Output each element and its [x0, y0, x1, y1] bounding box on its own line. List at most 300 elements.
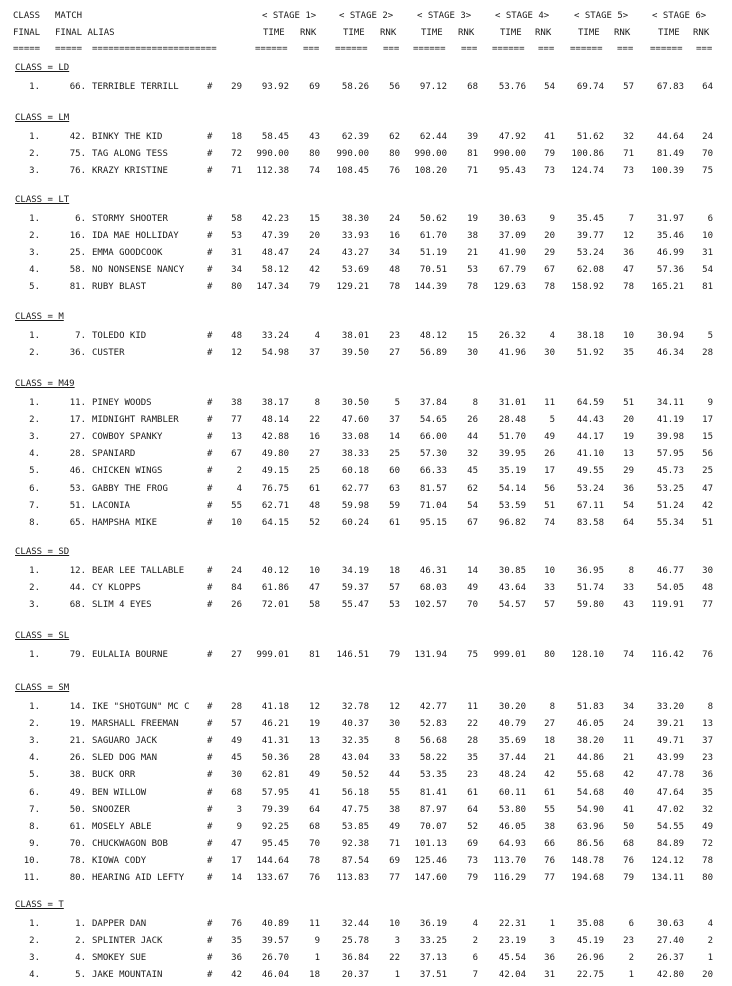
shooter-number: 31	[231, 248, 242, 258]
stage-1-time: 40.89	[261, 919, 289, 929]
stage-4-sep-time: ======	[492, 44, 525, 54]
stage-2-rank: 27	[389, 348, 400, 358]
stage-4-rank: 4	[549, 331, 555, 341]
stage-1-time: 58.45	[261, 132, 289, 142]
stage-2-rank: 79	[389, 650, 400, 660]
stage-5-rank: 43	[623, 600, 634, 610]
stage-1-rank: 37	[309, 348, 320, 358]
stage-5-rank: 1	[628, 970, 634, 980]
stage-1-time: 41.18	[261, 702, 289, 712]
match-place: 6.	[75, 214, 86, 224]
header-sep-3: =======================	[92, 44, 217, 54]
stage-6-rank: 77	[702, 600, 713, 610]
match-place: 58.	[69, 265, 86, 275]
stage-4-time: 39.95	[498, 449, 526, 459]
stage-4-time: 999.01	[493, 650, 526, 660]
stage-4-time: 30.85	[498, 566, 526, 576]
shooter-alias: IDA MAE HOLLIDAY	[92, 231, 179, 241]
shooter-number: 38	[231, 398, 242, 408]
shooter-number: 12	[231, 348, 242, 358]
number-sign: #	[207, 501, 213, 511]
stage-1-time: 112.38	[256, 166, 289, 176]
shooter-alias: SMOKEY SUE	[92, 953, 147, 963]
match-place: 27.	[69, 432, 86, 442]
stage-6-rank: 64	[702, 82, 713, 92]
stage-3-rank: 21	[467, 248, 478, 258]
stage-2-time: 32.35	[341, 736, 369, 746]
header-class: CLASS	[13, 11, 41, 21]
stage-6-time: 124.12	[651, 856, 684, 866]
match-place: 4.	[75, 953, 86, 963]
stage-6-rank: 15	[702, 432, 713, 442]
shooter-number: 55	[231, 501, 242, 511]
class-title: CLASS = LD	[15, 63, 70, 73]
stage-1-time: 38.17	[261, 398, 289, 408]
stage-5-time: 124.74	[571, 166, 604, 176]
stage-1-time: 40.12	[261, 566, 289, 576]
stage-4-rank: 10	[544, 566, 555, 576]
stage-6-rank: 81	[702, 282, 713, 292]
stage-4-rank: 31	[544, 970, 555, 980]
stage-5-time: 63.96	[576, 822, 604, 832]
number-sign: #	[207, 919, 213, 929]
final-place: 1.	[29, 331, 40, 341]
number-sign: #	[207, 719, 213, 729]
stage-5-time: 39.77	[576, 231, 604, 241]
shooter-alias: HAMPSHA MIKE	[92, 518, 158, 528]
stage-5-time: 51.92	[576, 348, 604, 358]
stage-5-rank: 24	[623, 719, 634, 729]
stage-2-time: 47.75	[341, 805, 369, 815]
match-place: 17.	[69, 415, 86, 425]
stage-3-rank: 62	[467, 484, 478, 494]
stage-3-time: 48.12	[419, 331, 447, 341]
shooter-alias: SAGUARO JACK	[92, 736, 158, 746]
match-place: 81.	[69, 282, 86, 292]
stage-1-rank: 69	[309, 82, 320, 92]
stage-5-rank: 57	[623, 82, 634, 92]
stage-4-rank: 77	[544, 873, 555, 883]
number-sign: #	[207, 214, 213, 224]
stage-2-rank: 10	[389, 919, 400, 929]
stage-6-rank: 47	[702, 484, 713, 494]
final-place: 1.	[29, 398, 40, 408]
stage-5-rank: 34	[623, 702, 634, 712]
final-place: 4.	[29, 449, 40, 459]
stage-2-rank: 1	[394, 970, 400, 980]
shooter-alias: TERRIBLE TERRILL	[92, 82, 179, 92]
shooter-alias: CHUCKWAGON BOB	[92, 839, 168, 849]
number-sign: #	[207, 873, 213, 883]
stage-2-rank: 38	[389, 805, 400, 815]
number-sign: #	[207, 805, 213, 815]
stage-1-rank: 64	[309, 805, 320, 815]
stage-2-time: 60.18	[341, 466, 369, 476]
stage-1-rank: 9	[314, 936, 320, 946]
stage-4-rank: 26	[544, 449, 555, 459]
stage-3-rank: 70	[467, 600, 478, 610]
stage-5-time: 46.05	[576, 719, 604, 729]
stage-1-time: 54.98	[261, 348, 289, 358]
shooter-alias: JAKE MOUNTAIN	[92, 970, 163, 980]
shooter-alias: BEN WILLOW	[92, 788, 147, 798]
stage-6-rank: 2	[707, 936, 713, 946]
match-place: 80.	[69, 873, 86, 883]
header-sep-2: =====	[55, 44, 83, 54]
shooter-alias: SNOOZER	[92, 805, 130, 815]
stage-5-time: 45.19	[576, 936, 604, 946]
stage-6-time: 26.37	[656, 953, 684, 963]
final-place: 6.	[29, 788, 40, 798]
match-place: 50.	[69, 805, 86, 815]
stage-1-time: 41.31	[261, 736, 289, 746]
shooter-number: 58	[231, 214, 242, 224]
stage-1-rank: 10	[309, 566, 320, 576]
stage-3-rank: 52	[467, 822, 478, 832]
shooter-number: 67	[231, 449, 242, 459]
stage-3-rank: 61	[467, 788, 478, 798]
stage-5-time: 44.17	[576, 432, 604, 442]
match-place: 28.	[69, 449, 86, 459]
stage-5-rank: 79	[623, 873, 634, 883]
stage-5-time: 38.18	[576, 331, 604, 341]
stage-2-rank: 8	[394, 736, 400, 746]
stage-1-rank: 48	[309, 501, 320, 511]
stage-2-rank: 25	[389, 449, 400, 459]
stage-3-time: 62.44	[419, 132, 447, 142]
shooter-alias: EMMA GOODCOOK	[92, 248, 163, 258]
shooter-alias: EULALIA BOURNE	[92, 650, 168, 660]
shooter-alias: PINEY WOODS	[92, 398, 152, 408]
shooter-number: 72	[231, 149, 242, 159]
stage-5-rank: 73	[623, 166, 634, 176]
match-place: 66.	[69, 82, 86, 92]
stage-1-time: 58.12	[261, 265, 289, 275]
stage-2-rank: 69	[389, 856, 400, 866]
stage-4-rank: 11	[544, 398, 555, 408]
stage-4-rank: 3	[549, 936, 555, 946]
stage-5-time: 26.96	[576, 953, 604, 963]
stage-1-time: 79.39	[261, 805, 289, 815]
stage-3-rank: 81	[467, 149, 478, 159]
stage-6-rank: 72	[702, 839, 713, 849]
stage-6-time: 47.78	[656, 770, 684, 780]
stage-6-time: 43.99	[656, 753, 684, 763]
stage-3-time: 42.77	[419, 702, 447, 712]
match-place: 79.	[69, 650, 86, 660]
stage-6-time: 30.63	[656, 919, 684, 929]
number-sign: #	[207, 839, 213, 849]
stage-2-rank: 60	[389, 466, 400, 476]
shooter-number: 47	[231, 839, 242, 849]
shooter-number: 28	[231, 702, 242, 712]
stage-5-time: 41.10	[576, 449, 604, 459]
stage-4-time: 23.19	[498, 936, 526, 946]
stage-3-time: 52.83	[419, 719, 447, 729]
stage-4-time: 30.20	[498, 702, 526, 712]
stage-6-rank: 4	[707, 919, 713, 929]
match-place: 53.	[69, 484, 86, 494]
stage-1-rank: 15	[309, 214, 320, 224]
number-sign: #	[207, 702, 213, 712]
stage-3-time: 66.33	[419, 466, 447, 476]
stage-1-time: 48.47	[261, 248, 289, 258]
number-sign: #	[207, 231, 213, 241]
match-place: 38.	[69, 770, 86, 780]
number-sign: #	[207, 753, 213, 763]
stage-1-rank: 1	[314, 953, 320, 963]
stage-2-time-header: TIME	[343, 28, 365, 38]
stage-1-time: 999.01	[256, 650, 289, 660]
shooter-number: 30	[231, 770, 242, 780]
stage-1-time: 72.01	[261, 600, 289, 610]
stage-2-time: 50.52	[341, 770, 369, 780]
stage-3-rank: 54	[467, 501, 478, 511]
stage-2-time: 58.26	[341, 82, 369, 92]
stage-4-time: 45.54	[498, 953, 526, 963]
stage-1-sep-time: ======	[255, 44, 288, 54]
stage-3-time: 144.39	[414, 282, 447, 292]
stage-1-time: 92.25	[261, 822, 289, 832]
final-place: 1.	[29, 919, 40, 929]
stage-3-rank: 4	[472, 919, 478, 929]
stage-5-time: 55.68	[576, 770, 604, 780]
shooter-alias: KIOWA CODY	[92, 856, 147, 866]
shooter-alias: BINKY THE KID	[92, 132, 163, 142]
stage-2-rank: 5	[394, 398, 400, 408]
shooter-alias: SPANIARD	[92, 449, 136, 459]
stage-4-time: 41.96	[498, 348, 526, 358]
stage-5-rank: 7	[628, 214, 634, 224]
stage-6-time: 53.25	[656, 484, 684, 494]
stage-6-time: 84.89	[656, 839, 684, 849]
stage-3-rank: 28	[467, 736, 478, 746]
stage-4-rank: 80	[544, 650, 555, 660]
stage-3-time: 56.68	[419, 736, 447, 746]
shooter-number: 84	[231, 583, 242, 593]
stage-5-rank: 42	[623, 770, 634, 780]
shooter-number: 80	[231, 282, 242, 292]
match-place: 51.	[69, 501, 86, 511]
number-sign: #	[207, 432, 213, 442]
stage-4-rank: 57	[544, 600, 555, 610]
stage-6-time: 57.36	[656, 265, 684, 275]
match-place: 42.	[69, 132, 86, 142]
stage-5-time: 128.10	[571, 650, 604, 660]
class-title: CLASS = SM	[15, 683, 70, 693]
shooter-number: 18	[231, 132, 242, 142]
stage-3-time: 56.89	[419, 348, 447, 358]
stage-4-rank: 74	[544, 518, 555, 528]
stage-3-rank: 44	[467, 432, 478, 442]
stage-4-rank: 18	[544, 736, 555, 746]
stage-2-time: 108.45	[336, 166, 369, 176]
stage-3-rank: 19	[467, 214, 478, 224]
header-sep-1: =====	[13, 44, 41, 54]
stage-1-time: 95.45	[261, 839, 289, 849]
stage-2-time: 20.37	[341, 970, 369, 980]
shooter-alias: NO NONSENSE NANCY	[92, 265, 185, 275]
stage-1-time: 49.15	[261, 466, 289, 476]
final-place: 3.	[29, 953, 40, 963]
shooter-alias: STORMY SHOOTER	[92, 214, 168, 224]
shooter-alias: MARSHALL FREEMAN	[92, 719, 179, 729]
stage-6-rank: 24	[702, 132, 713, 142]
stage-1-rank: 20	[309, 231, 320, 241]
stage-5-rank: 74	[623, 650, 634, 660]
final-place: 2.	[29, 348, 40, 358]
stage-2-time: 38.30	[341, 214, 369, 224]
stage-3-time: 36.19	[419, 919, 447, 929]
shooter-number: 3	[236, 805, 242, 815]
number-sign: #	[207, 822, 213, 832]
stage-6-rank: 75	[702, 166, 713, 176]
stage-5-rank: 2	[628, 953, 634, 963]
stage-4-time: 47.92	[498, 132, 526, 142]
stage-2-time: 36.84	[341, 953, 369, 963]
stage-6-rank: 10	[702, 231, 713, 241]
number-sign: #	[207, 331, 213, 341]
stage-4-rank: 73	[544, 166, 555, 176]
stage-4-time: 990.00	[493, 149, 526, 159]
final-place: 7.	[29, 501, 40, 511]
shooter-number: 34	[231, 265, 242, 275]
stage-3-time: 66.00	[419, 432, 447, 442]
stage-2-time: 40.37	[341, 719, 369, 729]
stage-6-time: 134.11	[651, 873, 684, 883]
stage-6-rank: 78	[702, 856, 713, 866]
stage-4-time: 31.01	[498, 398, 526, 408]
stage-3-rank: 49	[467, 583, 478, 593]
stage-5-time: 53.24	[576, 484, 604, 494]
stage-3-rank: 7	[472, 970, 478, 980]
stage-5-time: 59.80	[576, 600, 604, 610]
stage-5-rank: 78	[623, 282, 634, 292]
stage-4-time: 41.90	[498, 248, 526, 258]
stage-3-rank: 22	[467, 719, 478, 729]
stage-1-rank: 52	[309, 518, 320, 528]
stage-2-rank: 56	[389, 82, 400, 92]
stage-6-rank: 30	[702, 566, 713, 576]
shooter-number: 27	[231, 650, 242, 660]
shooter-number: 49	[231, 736, 242, 746]
match-place: 70.	[69, 839, 86, 849]
final-place: 8.	[29, 518, 40, 528]
stage-2-time: 53.69	[341, 265, 369, 275]
shooter-number: 2	[236, 466, 242, 476]
stage-6-time-header: TIME	[658, 28, 680, 38]
stage-4-rank: 49	[544, 432, 555, 442]
stage-1-time: 46.04	[261, 970, 289, 980]
stage-5-rank: 19	[623, 432, 634, 442]
stage-4-time: 43.64	[498, 583, 526, 593]
number-sign: #	[207, 149, 213, 159]
stage-3-rank: 8	[472, 398, 478, 408]
stage-2-time: 32.78	[341, 702, 369, 712]
stage-1-time: 39.57	[261, 936, 289, 946]
stage-1-rank: 68	[309, 822, 320, 832]
final-place: 3.	[29, 248, 40, 258]
stage-5-rank: 6	[628, 919, 634, 929]
stage-5-rank: 47	[623, 265, 634, 275]
stage-3-time: 46.31	[419, 566, 447, 576]
stage-5-rank: 41	[623, 805, 634, 815]
stage-6-rank: 8	[707, 702, 713, 712]
match-place: 12.	[69, 566, 86, 576]
stage-1-rnk-header: RNK	[300, 28, 317, 38]
stage-4-time: 67.79	[498, 265, 526, 275]
final-place: 2.	[29, 719, 40, 729]
stage-5-rank: 21	[623, 753, 634, 763]
stage-3-rank: 78	[467, 282, 478, 292]
stage-6-time: 27.40	[656, 936, 684, 946]
number-sign: #	[207, 248, 213, 258]
stage-4-time: 53.59	[498, 501, 526, 511]
stage-5-time: 22.75	[576, 970, 604, 980]
shooter-number: 24	[231, 566, 242, 576]
stage-2-time: 38.01	[341, 331, 369, 341]
stage-4-time: 35.69	[498, 736, 526, 746]
stage-1-time: 133.67	[256, 873, 289, 883]
stage-3-time: 101.13	[414, 839, 447, 849]
stage-4-rank: 21	[544, 753, 555, 763]
match-place: 26.	[69, 753, 86, 763]
class-title: CLASS = LT	[15, 195, 70, 205]
stage-6-time: 51.24	[656, 501, 684, 511]
stage-5-rank: 54	[623, 501, 634, 511]
stage-2-rank: 59	[389, 501, 400, 511]
match-place: 78.	[69, 856, 86, 866]
stage-2-time: 55.47	[341, 600, 369, 610]
stage-5-time-header: TIME	[578, 28, 600, 38]
class-title: CLASS = M49	[15, 379, 75, 389]
stage-6-time: 81.49	[656, 149, 684, 159]
stage-6-time: 67.83	[656, 82, 684, 92]
shooter-number: 14	[231, 873, 242, 883]
stage-3-time: 81.57	[419, 484, 447, 494]
stage-6-sep-rnk: ===	[696, 44, 713, 54]
stage-5-time: 86.56	[576, 839, 604, 849]
stage-4-rank: 20	[544, 231, 555, 241]
stage-2-time: 87.54	[341, 856, 369, 866]
stage-4-time: 48.24	[498, 770, 526, 780]
stage-1-rank: 79	[309, 282, 320, 292]
stage-1-rank: 18	[309, 970, 320, 980]
class-title: CLASS = T	[15, 900, 64, 910]
final-place: 9.	[29, 839, 40, 849]
stage-3-rank: 75	[467, 650, 478, 660]
stage-3-time: 51.19	[419, 248, 447, 258]
stage-2-time: 92.38	[341, 839, 369, 849]
stage-4-rank: 38	[544, 822, 555, 832]
stage-6-time: 47.02	[656, 805, 684, 815]
stage-4-rank: 33	[544, 583, 555, 593]
stage-3-time: 81.41	[419, 788, 447, 798]
stage-5-time: 36.95	[576, 566, 604, 576]
stage-4-time-header: TIME	[500, 28, 522, 38]
stage-4-rank: 67	[544, 265, 555, 275]
stage-5-rank: 40	[623, 788, 634, 798]
shooter-number: 10	[231, 518, 242, 528]
stage-2-rnk-header: RNK	[380, 28, 397, 38]
stage-5-time: 158.92	[571, 282, 604, 292]
match-place: 2.	[75, 936, 86, 946]
stage-1-rank: 11	[309, 919, 320, 929]
stage-2-rank: 37	[389, 415, 400, 425]
stage-2-rank: 23	[389, 331, 400, 341]
stage-2-time: 62.77	[341, 484, 369, 494]
stage-5-rank: 12	[623, 231, 634, 241]
